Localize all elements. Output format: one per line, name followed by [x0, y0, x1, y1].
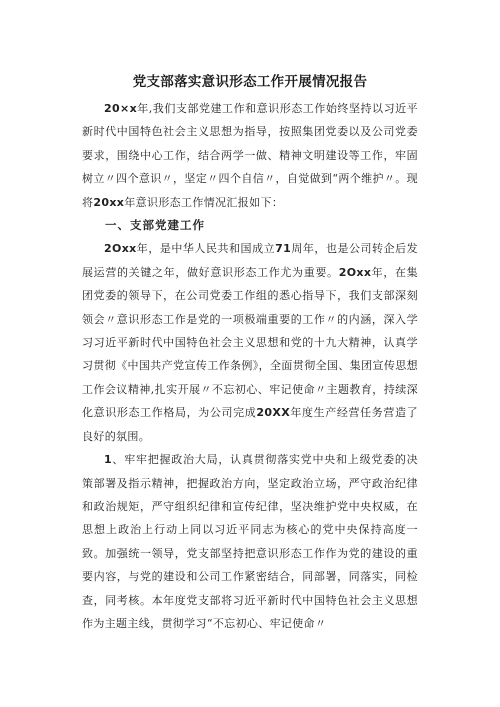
- section-paragraph-2: [82, 448, 418, 635]
- intro-year: 20xx: [93, 195, 125, 209]
- section-heading: 一、支部党建工作: [105, 218, 205, 233]
- intro-tail: 年意识形态工作情况汇报如下：: [124, 195, 284, 209]
- document-title: 党支部落实意识形态工作开展情况报告: [132, 74, 368, 90]
- intro-year-lead: 20×x: [104, 102, 138, 115]
- paragraph-text-3: 年，在集团党委的领导下，在公司党委工作组的悉心指导下，我们支部深刻领会〃意识形态工作是党的一项极端重要的工作〃的内涵，深入学习习近平新时代中国特色社会主义思想和党的十九大精神，认真学习贯彻《中国共产党宣传工作条例》，全面贯彻全国、集团宣传思想工作会议精神,扎实开展〃不忘初心、牢记使命〃主题教育，持续深化意识形态工作格局，为公司完成: [82, 265, 419, 420]
- paragraph-year-3: 20XX: [256, 406, 291, 420]
- paragraph-text-2: 周年，也是公司转企后发展运营的关键之年，做好意识形态工作尤为重要。: [82, 242, 418, 279]
- item-number: 1: [104, 453, 113, 467]
- paragraph-year-2: 2Oxx: [338, 265, 372, 279]
- intro-paragraph: [82, 97, 418, 214]
- paragraph-text-1: 年，是中华人民共和国成立: [136, 242, 276, 256]
- paragraph-text-4: 年度生产经营任务营造了良好的氛围。: [82, 406, 418, 443]
- section-paragraph-1: [82, 237, 418, 448]
- item-text: 、牢牢把握政治大局，认真贯彻落实党中央和上级党委的决策部署及指示精神，把握政治方向，坚定政治立场，严守政治纪律和政治规矩，严守组织纪律和宣传纪律，坚决维护党中央权威，在思想上政治上行动上同以习近平同志为核心的党中央保持高度一致。加强统一领导，党支部坚持把意识形态工作作为党的建设的重要内容，与党的建设和公司工作紧密结合，同部署，同落实，同检查，同考核。本年度党支部将习近平新时代中国特色社会主义思想作为主题主线，贯彻学习“不忘初心、牢记使命〃: [82, 453, 418, 630]
- intro-text: 年,我们支部党建工作和意识形态工作始终坚持以习近平新时代中国特色社会主义思想为指导，按照集团党委以及公司党委要求，围绕中心工作，结合两学一做、精神文明建设等工作，牢固树立〃四个意识〃，坚定〃四个自信〃，自觉做到“两个维护〃。现将: [82, 102, 418, 209]
- paragraph-year-1: 2Oxx: [104, 242, 137, 256]
- anniversary-number: 71: [275, 242, 292, 256]
